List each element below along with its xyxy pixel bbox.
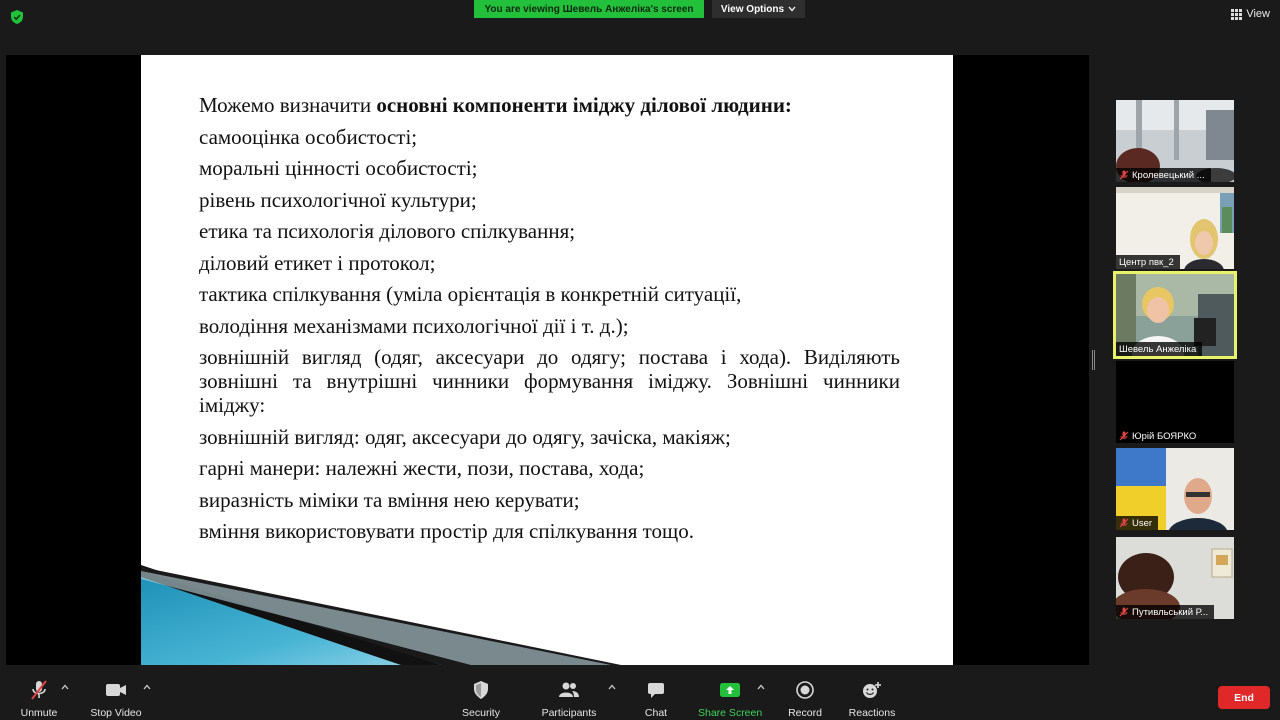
chat-bubble-icon (647, 682, 665, 699)
participant-name: Шевель Анжеліка (1119, 343, 1197, 355)
slide-text-segment: зовнішній вигляд (одяг, аксесуари до одягу; постава і хода). Виділяють зовнішні та внутрішні чинники формування іміджу. Зовнішні чинники іміджу: (199, 345, 900, 417)
video-options-caret-icon[interactable] (143, 684, 151, 690)
mic-muted-icon (1119, 607, 1129, 617)
meeting-toolbar (0, 668, 1280, 720)
slide-text-segment: гарні манери: належні жести, пози, постава, хода; (199, 456, 645, 480)
slide-text (199, 93, 900, 551)
chat-button[interactable] (640, 680, 672, 719)
mic-muted-icon (1119, 170, 1129, 180)
slide-text-line (199, 251, 900, 275)
participant-tile[interactable] (1116, 448, 1234, 530)
participant-name: Центр пвк_2 (1119, 256, 1174, 268)
slide-text-line (199, 156, 900, 180)
share-options-caret-icon[interactable] (757, 684, 765, 690)
security-shield-icon (473, 681, 489, 699)
stop-video-label: Stop Video (90, 707, 142, 719)
audio-options-caret-icon[interactable] (61, 684, 69, 690)
reactions-smiley-icon (862, 681, 882, 699)
view-options-button[interactable] (712, 0, 805, 18)
slide-text-segment: зовнішній вигляд: одяг, аксесуари до одягу, зачіска, макіяж; (199, 424, 731, 449)
mic-muted-icon (30, 680, 48, 700)
panel-resize-handle[interactable] (1092, 350, 1096, 370)
participant-tile[interactable] (1116, 187, 1234, 269)
chevron-down-icon (788, 6, 796, 12)
slide-text-line (199, 93, 900, 117)
slide-text-line (199, 125, 900, 149)
participant-name: Путивльський Р... (1132, 606, 1209, 618)
top-bar (0, 0, 1280, 34)
participant-name: Юрій БОЯРКО (1132, 430, 1197, 442)
reactions-button[interactable] (848, 680, 896, 719)
stop-video-button[interactable] (88, 680, 144, 719)
share-screen-button[interactable] (698, 680, 762, 719)
record-label: Record (788, 707, 822, 719)
participant-tile[interactable] (1116, 537, 1234, 619)
slide-text-emphasis: основні компоненти іміджу ділової людини: (376, 93, 792, 117)
slide-text-line (199, 314, 900, 338)
participant-name: Кролевецький ... (1132, 169, 1205, 181)
slide-text-segment: тактика спілкування (уміла орієнтація в конкретній ситуації, (199, 282, 742, 306)
slide-decoration (141, 565, 953, 665)
view-options-label: View Options (720, 3, 785, 15)
slide-text-line (199, 188, 900, 212)
slide-text-segment: самооцінка особистості; (199, 124, 418, 149)
slide-text-segment: етика та психологія ділового спілкування; (199, 219, 576, 243)
participant-tile[interactable] (1116, 100, 1234, 182)
participant-label (1116, 516, 1158, 530)
slide-text-segment: вміння використовувати простір для спілкування тощо. (199, 519, 694, 543)
share-screen-icon (719, 682, 741, 698)
participants-button[interactable] (540, 680, 598, 719)
unmute-button[interactable] (18, 680, 60, 719)
slide-text-line (199, 425, 900, 449)
viewing-banner-text: You are viewing Шевель Анжеліка's screen (484, 3, 694, 15)
viewing-screen-banner (474, 0, 704, 18)
participant-label (1116, 168, 1211, 182)
participants-options-caret-icon[interactable] (608, 684, 616, 690)
slide-text-segment: володіння механізмами психологічної дії і т. д.); (199, 313, 629, 338)
slide-text-line (199, 488, 900, 512)
participant-name: User (1132, 517, 1153, 529)
record-button[interactable] (786, 680, 824, 719)
reactions-label: Reactions (848, 707, 896, 719)
grid-view-icon (1231, 9, 1242, 20)
slide-text-segment: моральні цінності особистості; (199, 156, 478, 180)
security-button[interactable] (460, 680, 502, 719)
end-meeting-label: End (1234, 691, 1254, 704)
slide-text-line (199, 219, 900, 243)
participants-label: Participants (541, 707, 597, 719)
slide-text-segment: виразність міміки та вміння нею керувати; (199, 487, 580, 512)
share-screen-label: Share Screen (698, 707, 763, 719)
presentation-slide (141, 55, 953, 665)
view-layout-label: View (1246, 8, 1270, 20)
slide-text-line (199, 282, 900, 306)
slide-text-segment: рівень психологічної культури; (199, 187, 477, 212)
slide-text-line (199, 519, 900, 543)
mic-muted-icon (1119, 431, 1129, 441)
participant-tile[interactable] (1116, 361, 1234, 443)
slide-text-segment: діловий етикет і протокол; (199, 250, 436, 275)
security-label: Security (462, 707, 500, 719)
participant-label (1116, 605, 1214, 619)
participants-icon (558, 682, 580, 698)
video-camera-icon (105, 682, 127, 698)
participant-label (1116, 255, 1180, 269)
end-meeting-button[interactable] (1218, 686, 1270, 709)
slide-text-line (199, 456, 900, 480)
chat-label: Chat (644, 707, 668, 719)
participant-label (1116, 342, 1202, 356)
unmute-label: Unmute (20, 707, 58, 719)
slide-text-line (199, 345, 900, 417)
encryption-shield-icon[interactable] (10, 10, 24, 24)
participant-label (1116, 429, 1202, 443)
record-icon (796, 681, 814, 699)
participant-tile-active-speaker[interactable] (1116, 274, 1234, 356)
slide-text-segment: Можемо визначити (199, 93, 377, 117)
mic-muted-icon (1119, 518, 1129, 528)
view-layout-button[interactable] (1231, 8, 1270, 20)
